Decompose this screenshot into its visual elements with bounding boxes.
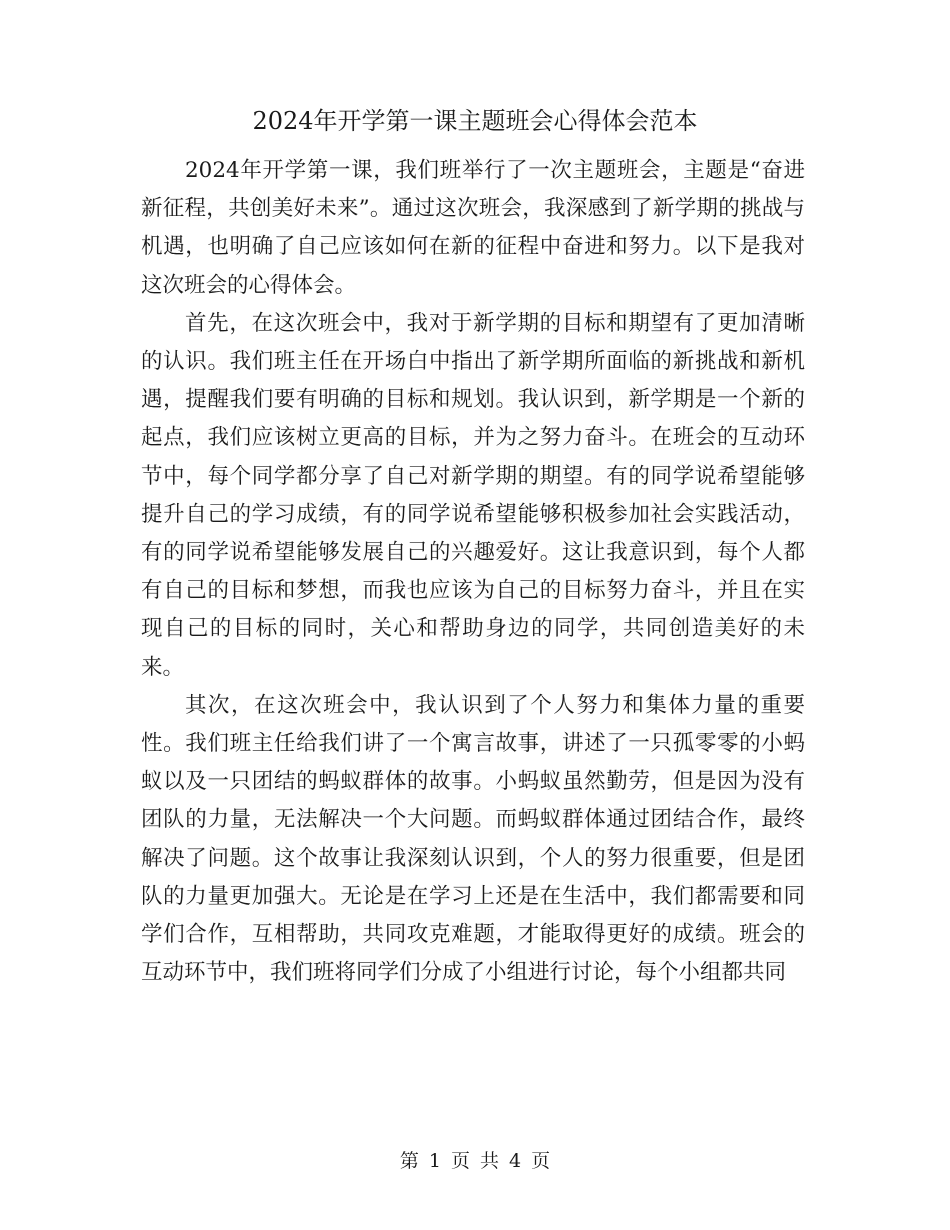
paragraph-second: 其次，在这次班会中，我认识到了个人努力和集体力量的重要性。我们班主任给我们讲了一个寓言故事，讲述了一只孤零零的小蚂蚁以及一只团结的蚂蚁群体的故事。小蚂蚁虽然勤劳，但是因为没有团队的力量，无法解决一个大问题。而蚂蚁群体通过团结合作，最终解决了问题。这个故事让我深刻认识到，个人的努力很重要，但是团队的力量更加强大。无论是在学习上还是在生活中，我们都需要和同学们合作，互相帮助，共同攻克难题，才能取得更好的成绩。班会的互动环节中，我们班将同学们分成了小组进行讨论，每个小组都共同: [141, 692, 805, 986]
page-number-footer: 第 1 页 共 4 页: [399, 1150, 551, 1172]
paragraph-intro: 2024年开学第一课，我们班举行了一次主题班会，主题是“奋进新征程，共创美好未来”。通过这次班会，我深感到了新学期的挑战与机遇，也明确了自己应该如何在新的征程中奋进和努力。以下是我对这次班会的心得体会。: [141, 158, 805, 298]
document-title: 2024年开学第一课主题班会心得体会范本: [252, 107, 698, 135]
paragraph-first: 首先，在这次班会中，我对于新学期的目标和期望有了更加清晰的认识。我们班主任在开场白中指出了新学期所面临的新挑战和新机遇，提醒我们要有明确的目标和规划。我认识到，新学期是一个新的起点，我们应该树立更高的目标，并为之努力奋斗。在班会的互动环节中，每个同学都分享了自己对新学期的期望。有的同学说希望能够提升自己的学习成绩，有的同学说希望能够积极参加社会实践活动，有的同学说希望能够发展自己的兴趣爱好。这让我意识到，每个人都有自己的目标和梦想，而我也应该为自己的目标努力奋斗，并且在实现自己的目标的同时，关心和帮助身边的同学，共同创造美好的未来。: [141, 310, 805, 680]
document-body: [141, 152, 805, 992]
